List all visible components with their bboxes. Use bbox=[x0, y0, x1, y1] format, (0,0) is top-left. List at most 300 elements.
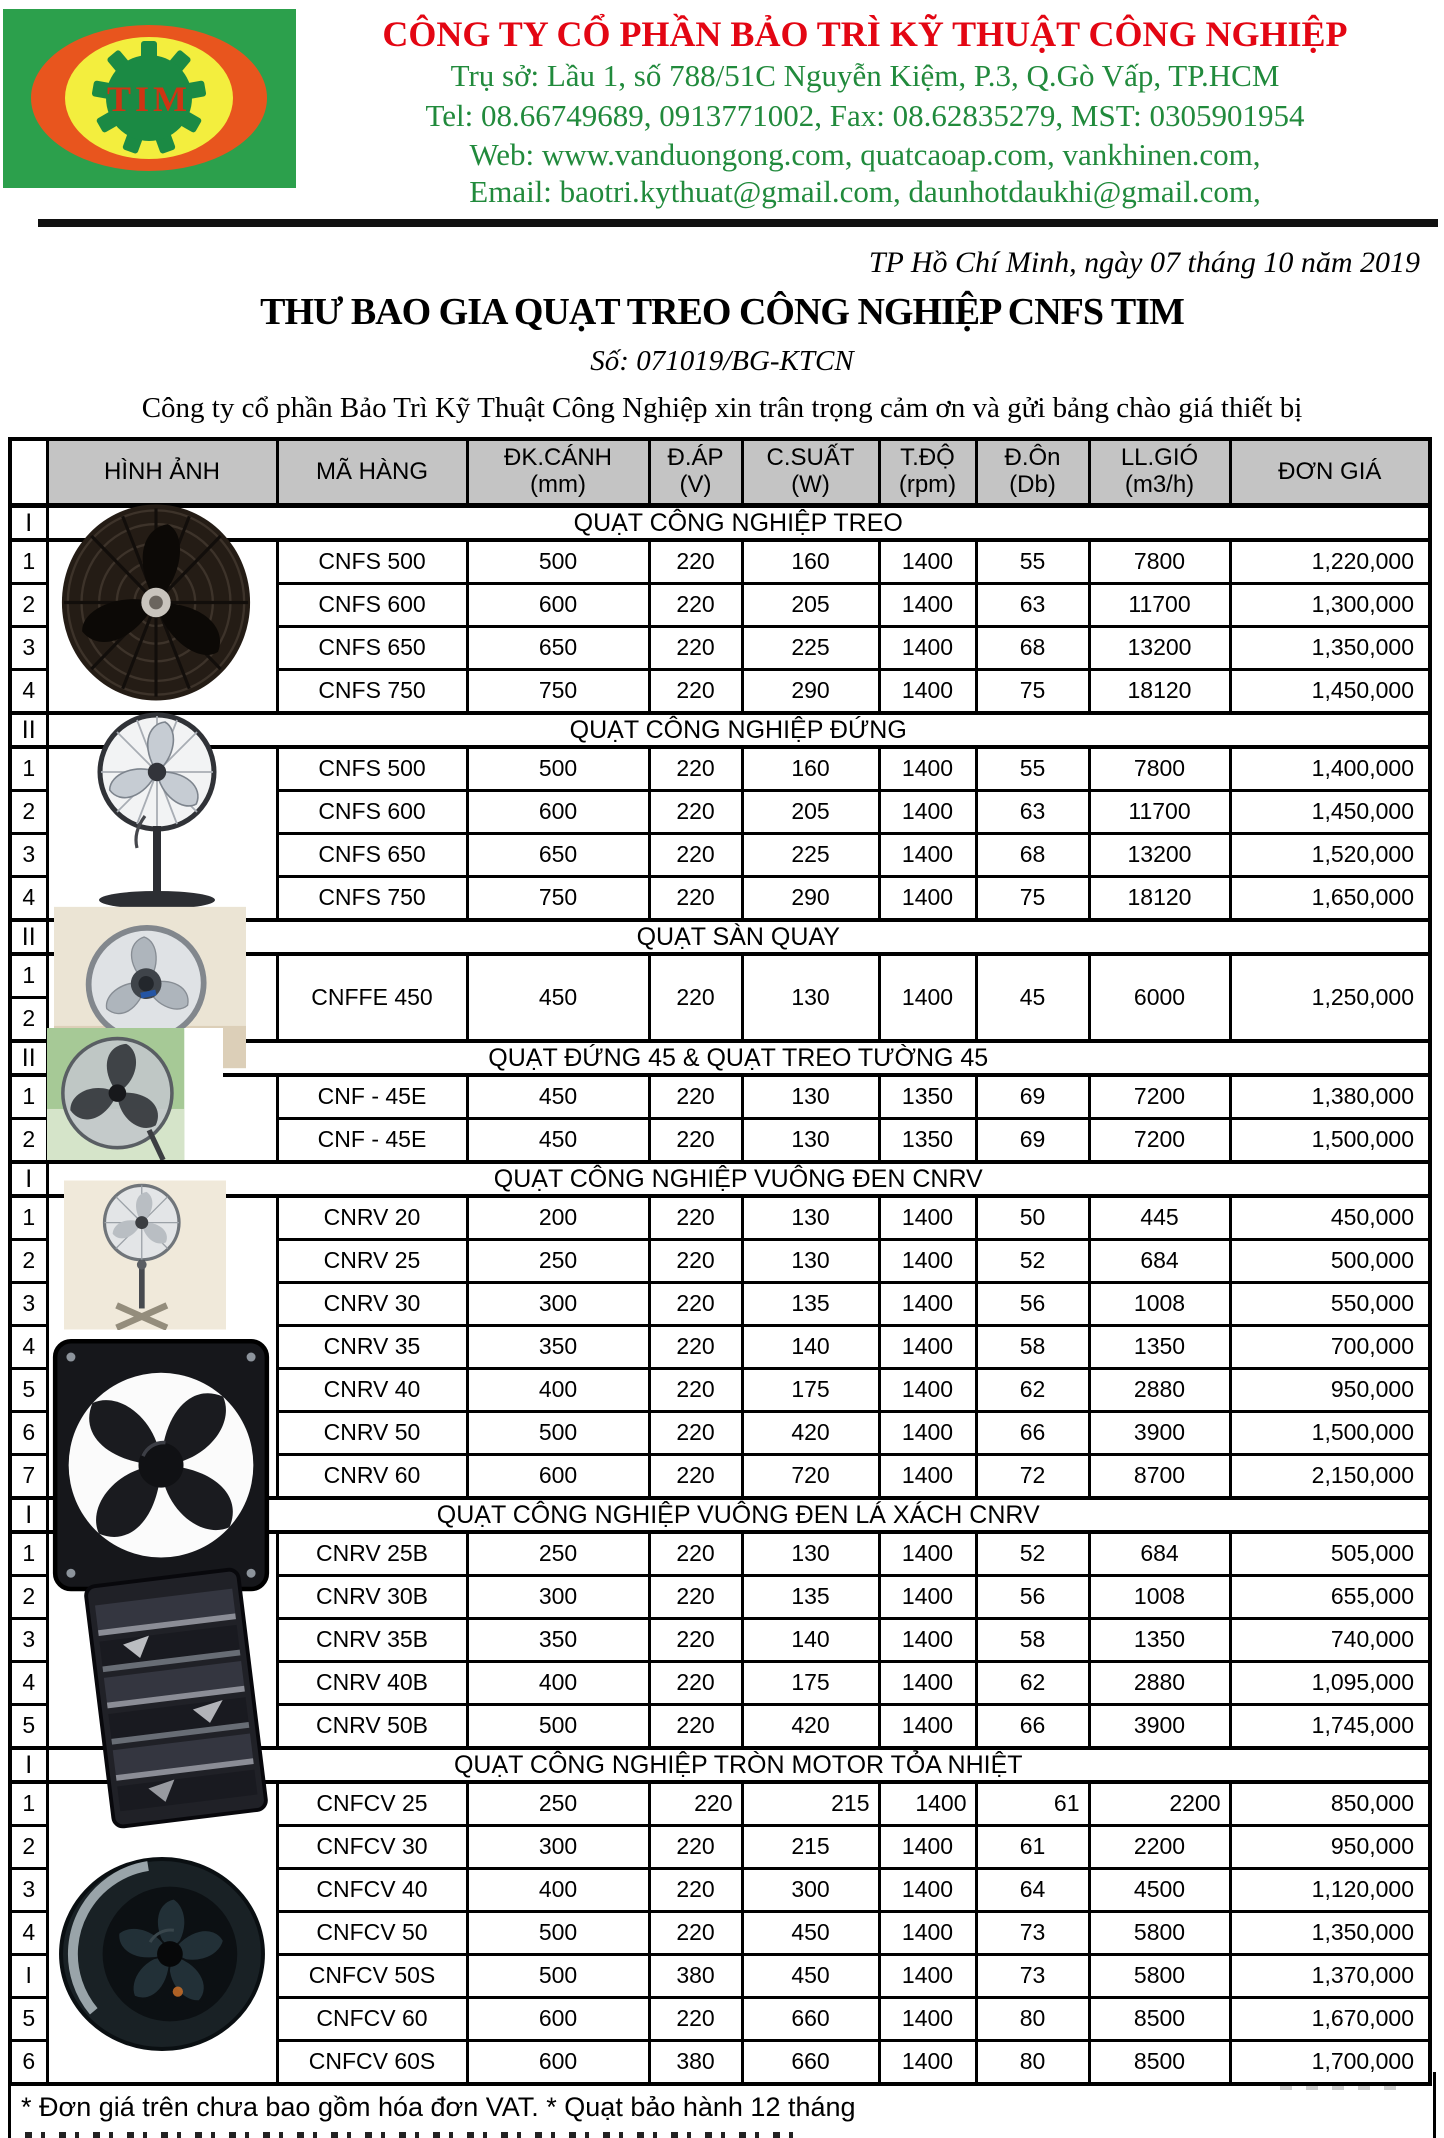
cell-value: 300 bbox=[742, 1869, 879, 1912]
column-header-t_do: T.ĐỘ (rpm) bbox=[879, 439, 976, 506]
cell-value: 740,000 bbox=[1230, 1619, 1430, 1662]
row-num: 1 bbox=[10, 1532, 47, 1576]
cell-value: 1,500,000 bbox=[1230, 1412, 1430, 1455]
cell-value: 50 bbox=[976, 1196, 1089, 1240]
column-header-code: MÃ HÀNG bbox=[277, 439, 467, 506]
footer-clipped-line bbox=[25, 2132, 805, 2138]
cell-value: 1400 bbox=[879, 1240, 976, 1283]
cell-value: 300 bbox=[467, 1826, 649, 1869]
cell-code: CNFS 650 bbox=[277, 834, 467, 877]
cell-value: 450 bbox=[467, 1119, 649, 1163]
row-num: 7 bbox=[10, 1455, 47, 1499]
cell-value: 58 bbox=[976, 1619, 1089, 1662]
cell-code: CNFCV 50S bbox=[277, 1955, 467, 1998]
cell-value: 68 bbox=[976, 834, 1089, 877]
cell-value: 130 bbox=[742, 1196, 879, 1240]
cell-value: 55 bbox=[976, 540, 1089, 584]
section-title: QUẠT CÔNG NGHIỆP ĐỨNG bbox=[47, 713, 1430, 747]
row-num: 2 bbox=[10, 791, 47, 834]
cell-value: 600 bbox=[467, 1998, 649, 2041]
cell-value: 450,000 bbox=[1230, 1196, 1430, 1240]
cell-value: 220 bbox=[649, 1075, 742, 1119]
section-num: II bbox=[10, 713, 47, 747]
logo-text: TIM bbox=[107, 79, 191, 119]
cell-code: CNFFE 450 bbox=[277, 954, 467, 1041]
company-email: Email: baotri.kythuat@gmail.com, daunhotdaukhi@gmail.com, bbox=[469, 174, 1261, 209]
cell-code: CNFCV 30 bbox=[277, 1826, 467, 1869]
cell-value: 1400 bbox=[879, 747, 976, 791]
photo-cell-pedestal-small-photo bbox=[47, 1196, 277, 1498]
cell-value: 215 bbox=[742, 1782, 879, 1826]
doc-number: Số: 071019/BG-KTCN bbox=[590, 345, 854, 377]
cell-value: 750 bbox=[467, 670, 649, 714]
cell-value: 600 bbox=[467, 2041, 649, 2085]
cell-value: 140 bbox=[742, 1326, 879, 1369]
cell-value: 135 bbox=[742, 1576, 879, 1619]
cell-value: 650 bbox=[467, 627, 649, 670]
cell-value: 220 bbox=[649, 1412, 742, 1455]
cell-value: 300 bbox=[467, 1283, 649, 1326]
cell-value: 220 bbox=[649, 1283, 742, 1326]
cell-value: 655,000 bbox=[1230, 1576, 1430, 1619]
cell-value: 950,000 bbox=[1230, 1826, 1430, 1869]
section-num: I bbox=[10, 506, 47, 541]
cell-value: 80 bbox=[976, 1998, 1089, 2041]
cell-value: 66 bbox=[976, 1705, 1089, 1749]
cell-value: 225 bbox=[742, 834, 879, 877]
row-num: 1 bbox=[10, 540, 47, 584]
cell-value: 220 bbox=[649, 670, 742, 714]
cell-code: CNF - 45E bbox=[277, 1075, 467, 1119]
cell-value: 2880 bbox=[1089, 1369, 1230, 1412]
cell-value: 1,500,000 bbox=[1230, 1119, 1430, 1163]
cell-value: 52 bbox=[976, 1532, 1089, 1576]
cell-value: 220 bbox=[649, 1662, 742, 1705]
cell-value: 1,745,000 bbox=[1230, 1705, 1430, 1749]
cell-value: 420 bbox=[742, 1705, 879, 1749]
cell-value: 7200 bbox=[1089, 1119, 1230, 1163]
cell-value: 660 bbox=[742, 1998, 879, 2041]
product-row bbox=[10, 1782, 1430, 1826]
cell-value: 7800 bbox=[1089, 747, 1230, 791]
cell-value: 1,250,000 bbox=[1230, 954, 1430, 1041]
cell-value: 300 bbox=[467, 1576, 649, 1619]
cell-value: 1400 bbox=[879, 1576, 976, 1619]
row-num: 1 bbox=[10, 1782, 47, 1826]
cell-value: 700,000 bbox=[1230, 1326, 1430, 1369]
date-line: TP Hồ Chí Minh, ngày 07 tháng 10 năm 2019 bbox=[868, 246, 1420, 279]
cell-value: 1400 bbox=[879, 1326, 976, 1369]
cell-value: 8500 bbox=[1089, 1998, 1230, 2041]
section-title: QUẠT CÔNG NGHIỆP VUÔNG ĐEN LÁ XÁCH CNRV bbox=[47, 1498, 1430, 1532]
cell-value: 1,120,000 bbox=[1230, 1869, 1430, 1912]
photo-cell-louver-fan bbox=[47, 1532, 277, 1748]
cell-value: 75 bbox=[976, 670, 1089, 714]
company-name: CÔNG TY CỔ PHẦN BẢO TRÌ KỸ THUẬT CÔNG NGHIỆP bbox=[382, 14, 1348, 54]
cell-value: 750 bbox=[467, 877, 649, 921]
cell-value: 500 bbox=[467, 1912, 649, 1955]
row-num: 5 bbox=[10, 1369, 47, 1412]
cell-value: 1,650,000 bbox=[1230, 877, 1430, 921]
cell-value: 220 bbox=[649, 1532, 742, 1576]
header-divider bbox=[38, 219, 1438, 227]
cell-value: 684 bbox=[1089, 1240, 1230, 1283]
cell-value: 45 bbox=[976, 954, 1089, 1041]
section-num: II bbox=[10, 1041, 47, 1075]
row-num: 2 bbox=[10, 1826, 47, 1869]
cell-value: 1400 bbox=[879, 791, 976, 834]
gear-logo-icon bbox=[3, 9, 296, 188]
cell-value: 13200 bbox=[1089, 834, 1230, 877]
cell-value: 11700 bbox=[1089, 791, 1230, 834]
cell-value: 1400 bbox=[879, 1369, 976, 1412]
row-num: 3 bbox=[10, 1869, 47, 1912]
photo-cell-pedestal-fan bbox=[47, 747, 277, 920]
cell-code: CNFCV 60 bbox=[277, 1998, 467, 2041]
cell-value: 250 bbox=[467, 1532, 649, 1576]
cell-value: 1400 bbox=[879, 1998, 976, 2041]
section-title: QUẠT CÔNG NGHIỆP TRÒN MOTOR TỎA NHIỆT bbox=[47, 1748, 1430, 1782]
cell-value: 380 bbox=[649, 1955, 742, 1998]
cell-value: 69 bbox=[976, 1119, 1089, 1163]
row-num: 6 bbox=[10, 2041, 47, 2085]
cell-code: CNRV 30B bbox=[277, 1576, 467, 1619]
cell-value: 684 bbox=[1089, 1532, 1230, 1576]
cell-value: 1400 bbox=[879, 1196, 976, 1240]
cell-value: 8700 bbox=[1089, 1455, 1230, 1499]
cell-value: 73 bbox=[976, 1955, 1089, 1998]
row-num: I bbox=[10, 1955, 47, 1998]
cell-value: 4500 bbox=[1089, 1869, 1230, 1912]
column-header-d_ap: Đ.ÁP (V) bbox=[649, 439, 742, 506]
cell-value: 660 bbox=[742, 2041, 879, 2085]
cell-value: 400 bbox=[467, 1369, 649, 1412]
cell-value: 220 bbox=[649, 1912, 742, 1955]
cell-code: CNRV 30 bbox=[277, 1283, 467, 1326]
row-num: 4 bbox=[10, 1326, 47, 1369]
cell-value: 1400 bbox=[879, 1455, 976, 1499]
row-num: 2 bbox=[10, 584, 47, 627]
cell-value: 5800 bbox=[1089, 1955, 1230, 1998]
cell-value: 290 bbox=[742, 670, 879, 714]
row-num: 4 bbox=[10, 670, 47, 714]
cell-value: 140 bbox=[742, 1619, 879, 1662]
company-web: Web: www.vanduongong.com, quatcaoap.com, vankhinen.com, bbox=[469, 137, 1261, 172]
cell-value: 7800 bbox=[1089, 540, 1230, 584]
row-num: 3 bbox=[10, 627, 47, 670]
cell-value: 220 bbox=[649, 540, 742, 584]
cell-value: 1,400,000 bbox=[1230, 747, 1430, 791]
cell-value: 600 bbox=[467, 584, 649, 627]
cell-value: 135 bbox=[742, 1283, 879, 1326]
cell-value: 11700 bbox=[1089, 584, 1230, 627]
row-num: 2 bbox=[10, 1240, 47, 1283]
intro-line: Công ty cổ phần Bảo Trì Kỹ Thuật Công Nghiệp xin trân trọng cảm ơn và gửi bảng chào giá thiết bị bbox=[141, 392, 1303, 424]
photo-cell-floor-fan-photo bbox=[47, 954, 277, 1041]
cell-value: 1400 bbox=[879, 1619, 976, 1662]
price-table bbox=[8, 437, 1432, 2086]
cell-value: 220 bbox=[649, 1869, 742, 1912]
column-header-d_on: Đ.Ôn (Db) bbox=[976, 439, 1089, 506]
section-row bbox=[10, 713, 1430, 747]
footer-note-line1: * Đơn giá trên chưa bao gồm hóa đơn VAT. * Quạt bảo hành 12 tháng bbox=[21, 2092, 856, 2122]
cell-value: 1,520,000 bbox=[1230, 834, 1430, 877]
cell-value: 130 bbox=[742, 1240, 879, 1283]
section-row bbox=[10, 506, 1430, 541]
cell-value: 13200 bbox=[1089, 627, 1230, 670]
cell-value: 175 bbox=[742, 1662, 879, 1705]
cell-value: 500 bbox=[467, 540, 649, 584]
cell-value: 73 bbox=[976, 1912, 1089, 1955]
cell-code: CNRV 35B bbox=[277, 1619, 467, 1662]
cell-value: 450 bbox=[467, 954, 649, 1041]
cell-value: 220 bbox=[649, 1782, 742, 1826]
cell-value: 950,000 bbox=[1230, 1369, 1430, 1412]
cell-value: 500 bbox=[467, 1705, 649, 1749]
cell-value: 3900 bbox=[1089, 1705, 1230, 1749]
cell-value: 1400 bbox=[879, 1955, 976, 1998]
cell-value: 1,370,000 bbox=[1230, 1955, 1430, 1998]
cell-value: 1400 bbox=[879, 1283, 976, 1326]
section-title: QUẠT CÔNG NGHIỆP VUÔNG ĐEN CNRV bbox=[47, 1162, 1430, 1196]
cell-value: 66 bbox=[976, 1412, 1089, 1455]
cell-value: 215 bbox=[742, 1826, 879, 1869]
cell-value: 160 bbox=[742, 540, 879, 584]
cell-value: 220 bbox=[649, 1576, 742, 1619]
cell-value: 225 bbox=[742, 627, 879, 670]
column-header-num bbox=[10, 439, 47, 506]
cell-value: 1,450,000 bbox=[1230, 670, 1430, 714]
cell-code: CNRV 25 bbox=[277, 1240, 467, 1283]
cell-code: CNFS 650 bbox=[277, 627, 467, 670]
cell-value: 55 bbox=[976, 747, 1089, 791]
cell-value: 250 bbox=[467, 1240, 649, 1283]
cell-value: 220 bbox=[649, 1369, 742, 1412]
cell-code: CNFS 600 bbox=[277, 791, 467, 834]
cell-value: 205 bbox=[742, 584, 879, 627]
cell-value: 2200 bbox=[1089, 1782, 1230, 1826]
cell-value: 7200 bbox=[1089, 1075, 1230, 1119]
section-num: I bbox=[10, 1162, 47, 1196]
photo-cell-duct-fan-round bbox=[47, 1782, 277, 2084]
cell-value: 220 bbox=[649, 1326, 742, 1369]
cell-value: 63 bbox=[976, 791, 1089, 834]
cell-value: 220 bbox=[649, 954, 742, 1041]
cell-value: 220 bbox=[649, 1826, 742, 1869]
cell-value: 1,670,000 bbox=[1230, 1998, 1430, 2041]
cell-value: 1,700,000 bbox=[1230, 2041, 1430, 2085]
section-row bbox=[10, 1498, 1430, 1532]
cell-value: 1350 bbox=[879, 1119, 976, 1163]
row-num: 5 bbox=[10, 1998, 47, 2041]
cell-value: 380 bbox=[649, 2041, 742, 2085]
cell-value: 1400 bbox=[879, 954, 976, 1041]
cell-value: 1400 bbox=[879, 540, 976, 584]
cell-code: CNRV 50B bbox=[277, 1705, 467, 1749]
section-num: I bbox=[10, 1748, 47, 1782]
doc-title: THƯ BAO GIA QUẠT TREO CÔNG NGHIỆP CNFS TIM bbox=[260, 291, 1184, 333]
cell-value: 220 bbox=[649, 791, 742, 834]
cell-code: CNRV 20 bbox=[277, 1196, 467, 1240]
cell-value: 600 bbox=[467, 1455, 649, 1499]
row-num: 4 bbox=[10, 877, 47, 921]
cell-value: 1400 bbox=[879, 2041, 976, 2085]
section-title: QUẠT SÀN QUAY bbox=[47, 920, 1430, 954]
section-row bbox=[10, 1748, 1430, 1782]
cell-value: 2,150,000 bbox=[1230, 1455, 1430, 1499]
cell-code: CNRV 40B bbox=[277, 1662, 467, 1705]
table-header-row bbox=[10, 439, 1430, 506]
cell-value: 220 bbox=[649, 1119, 742, 1163]
cell-value: 220 bbox=[649, 1240, 742, 1283]
cell-value: 58 bbox=[976, 1326, 1089, 1369]
cell-value: 220 bbox=[649, 1619, 742, 1662]
cell-value: 1,300,000 bbox=[1230, 584, 1430, 627]
cell-value: 650 bbox=[467, 834, 649, 877]
cell-value: 63 bbox=[976, 584, 1089, 627]
column-header-don_gia: ĐƠN GIÁ bbox=[1230, 439, 1430, 506]
cell-value: 220 bbox=[649, 1196, 742, 1240]
section-num: II bbox=[10, 920, 47, 954]
cell-value: 290 bbox=[742, 877, 879, 921]
cell-value: 5800 bbox=[1089, 1912, 1230, 1955]
row-num: 5 bbox=[10, 1705, 47, 1749]
cell-value: 445 bbox=[1089, 1196, 1230, 1240]
cell-value: 75 bbox=[976, 877, 1089, 921]
row-num: 4 bbox=[10, 1662, 47, 1705]
cell-value: 175 bbox=[742, 1369, 879, 1412]
cell-value: 1350 bbox=[1089, 1619, 1230, 1662]
cell-value: 1350 bbox=[1089, 1326, 1230, 1369]
cell-value: 2880 bbox=[1089, 1662, 1230, 1705]
cell-value: 200 bbox=[467, 1196, 649, 1240]
cell-value: 205 bbox=[742, 791, 879, 834]
cell-value: 61 bbox=[976, 1826, 1089, 1869]
cell-value: 250 bbox=[467, 1782, 649, 1826]
cell-value: 6000 bbox=[1089, 954, 1230, 1041]
cell-value: 18120 bbox=[1089, 877, 1230, 921]
footer-note bbox=[8, 2072, 1436, 2138]
row-num: 1 bbox=[10, 747, 47, 791]
row-num: 2 bbox=[10, 1119, 47, 1163]
column-header-dk_canh: ĐK.CÁNH (mm) bbox=[467, 439, 649, 506]
cell-value: 64 bbox=[976, 1869, 1089, 1912]
cell-value: 1400 bbox=[879, 877, 976, 921]
company-address: Trụ sở: Lầu 1, số 788/51C Nguyễn Kiệm, P.3, Q.Gò Vấp, TP.HCM bbox=[450, 58, 1280, 93]
cell-value: 62 bbox=[976, 1369, 1089, 1412]
cell-value: 80 bbox=[976, 2041, 1089, 2085]
cell-value: 220 bbox=[649, 1455, 742, 1499]
row-num: 3 bbox=[10, 1619, 47, 1662]
section-row bbox=[10, 1162, 1430, 1196]
section-title: QUẠT CÔNG NGHIỆP TREO bbox=[47, 506, 1430, 541]
cell-value: 400 bbox=[467, 1869, 649, 1912]
cell-code: CNFS 750 bbox=[277, 670, 467, 714]
cell-value: 500 bbox=[467, 1412, 649, 1455]
product-row bbox=[10, 954, 1430, 998]
cell-value: 1008 bbox=[1089, 1283, 1230, 1326]
product-row bbox=[10, 540, 1430, 584]
cell-value: 1400 bbox=[879, 1782, 976, 1826]
cell-value: 500 bbox=[467, 747, 649, 791]
row-num: 1 bbox=[10, 954, 47, 998]
cell-value: 220 bbox=[649, 627, 742, 670]
product-row bbox=[10, 747, 1430, 791]
cell-value: 220 bbox=[649, 584, 742, 627]
row-num: 2 bbox=[10, 1576, 47, 1619]
cell-value: 69 bbox=[976, 1075, 1089, 1119]
cell-code: CNFCV 60S bbox=[277, 2041, 467, 2085]
cell-code: CNFS 500 bbox=[277, 747, 467, 791]
cell-value: 130 bbox=[742, 1119, 879, 1163]
cell-value: 1400 bbox=[879, 670, 976, 714]
cell-value: 220 bbox=[649, 1998, 742, 2041]
cell-value: 130 bbox=[742, 954, 879, 1041]
cell-value: 220 bbox=[649, 1705, 742, 1749]
cell-value: 450 bbox=[467, 1075, 649, 1119]
section-row bbox=[10, 1041, 1430, 1075]
company-tel: Tel: 08.66749689, 0913771002, Fax: 08.62835279, MST: 0305901954 bbox=[425, 98, 1305, 133]
cell-value: 600 bbox=[467, 791, 649, 834]
cell-value: 500 bbox=[467, 1955, 649, 1998]
cell-value: 850,000 bbox=[1230, 1782, 1430, 1826]
cell-value: 56 bbox=[976, 1576, 1089, 1619]
cell-code: CNRV 50 bbox=[277, 1412, 467, 1455]
column-header-ll_gio: LL.GIÓ (m3/h) bbox=[1089, 439, 1230, 506]
cell-value: 1400 bbox=[879, 1532, 976, 1576]
section-num: I bbox=[10, 1498, 47, 1532]
cell-code: CNRV 35 bbox=[277, 1326, 467, 1369]
cell-value: 130 bbox=[742, 1532, 879, 1576]
product-row bbox=[10, 1532, 1430, 1576]
cell-value: 550,000 bbox=[1230, 1283, 1430, 1326]
cell-value: 400 bbox=[467, 1662, 649, 1705]
cell-value: 2200 bbox=[1089, 1826, 1230, 1869]
photo-cell-wall-fan-black bbox=[47, 540, 277, 713]
cell-value: 1,450,000 bbox=[1230, 791, 1430, 834]
cell-value: 350 bbox=[467, 1619, 649, 1662]
cell-value: 720 bbox=[742, 1455, 879, 1499]
cell-value: 1400 bbox=[879, 1826, 976, 1869]
cell-value: 1400 bbox=[879, 834, 976, 877]
cell-code: CNFCV 25 bbox=[277, 1782, 467, 1826]
cell-code: CNRV 25B bbox=[277, 1532, 467, 1576]
column-header-c_suat: C.SUẤT (W) bbox=[742, 439, 879, 506]
cell-value: 220 bbox=[649, 747, 742, 791]
cell-value: 1400 bbox=[879, 1869, 976, 1912]
cell-value: 220 bbox=[649, 834, 742, 877]
company-logo bbox=[3, 9, 296, 188]
cell-value: 1,350,000 bbox=[1230, 627, 1430, 670]
cell-code: CNFS 750 bbox=[277, 877, 467, 921]
cell-value: 1008 bbox=[1089, 1576, 1230, 1619]
cell-value: 72 bbox=[976, 1455, 1089, 1499]
section-row bbox=[10, 920, 1430, 954]
cell-value: 130 bbox=[742, 1075, 879, 1119]
cell-value: 8500 bbox=[1089, 2041, 1230, 2085]
row-num: 2 bbox=[10, 998, 47, 1042]
cell-code: CNF - 45E bbox=[277, 1119, 467, 1163]
cell-value: 500,000 bbox=[1230, 1240, 1430, 1283]
cell-value: 1,220,000 bbox=[1230, 540, 1430, 584]
photo-cell-wall-fan-45-photo bbox=[47, 1075, 277, 1162]
cell-value: 450 bbox=[742, 1955, 879, 1998]
cell-value: 1400 bbox=[879, 1705, 976, 1749]
column-header-image: HÌNH ẢNH bbox=[47, 439, 277, 506]
section-title: QUẠT ĐỨNG 45 & QUẠT TREO TƯỜNG 45 bbox=[47, 1041, 1430, 1075]
cell-value: 1400 bbox=[879, 584, 976, 627]
product-row bbox=[10, 1075, 1430, 1119]
